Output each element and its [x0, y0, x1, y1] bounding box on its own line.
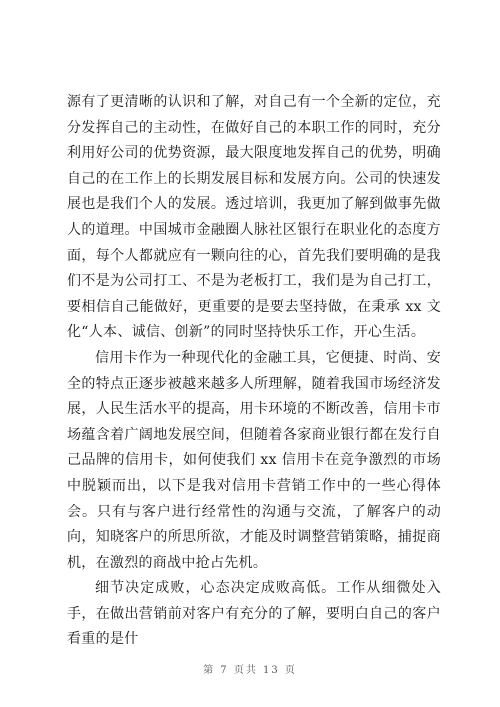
paragraph-3: 细节决定成败，心态决定成败高低。工作从细微处入手，在做出营销前对客户有充分的了解，要明白自己的客户看重的是什	[67, 580, 441, 648]
document-body	[67, 90, 441, 653]
paragraph-1: 源有了更清晰的认识和了解，对自己有一个全新的定位，充分发挥自己的主动性，在做好自己的本职工作的同时，充分利用好公司的优势资源，最大限度地发挥自己的优势，明确自己的在工作上的长期发展目标和发展方向。公司的快速发展也是我们个人的发展。透过培训，我更加了解到做事先做人的道理。中国城市金融圈人脉社区银行在职业化的态度方面，每个人都就应有一颗向往的心，首先我们要明确的是我们不是为公司打工、不是为老板打工，我们是为自己打工，要相信自己能做好，更重要的是要去坚持做，在秉承 xx 文化“人本、诚信、创新”的同时坚持快乐工作，开心生活。	[67, 94, 441, 341]
page-number: 第 7 页共 13 页	[203, 665, 297, 676]
paragraph-2: 信用卡作为一种现代化的金融工具，它便捷、时尚、安全的特点正逐步被越来越多人所理解，随着我国市场经济发展，人民生活水平的提高，用卡环境的不断改善，信用卡市场蕴含着广阔地发展空间，但随着各家商业银行都在发行自己品牌的信用卡，如何使我们 xx 信用卡在竞争激烈的市场中脱颖而出，以下是我对信用卡营销工作中的一些心得体会。只有与客户进行经常性的沟通与交流，了解客户的动向，知晓客户的所思所欲，才能及时调整营销策略，捕捉商机，在激烈的商战中抢占先机。	[67, 349, 441, 571]
